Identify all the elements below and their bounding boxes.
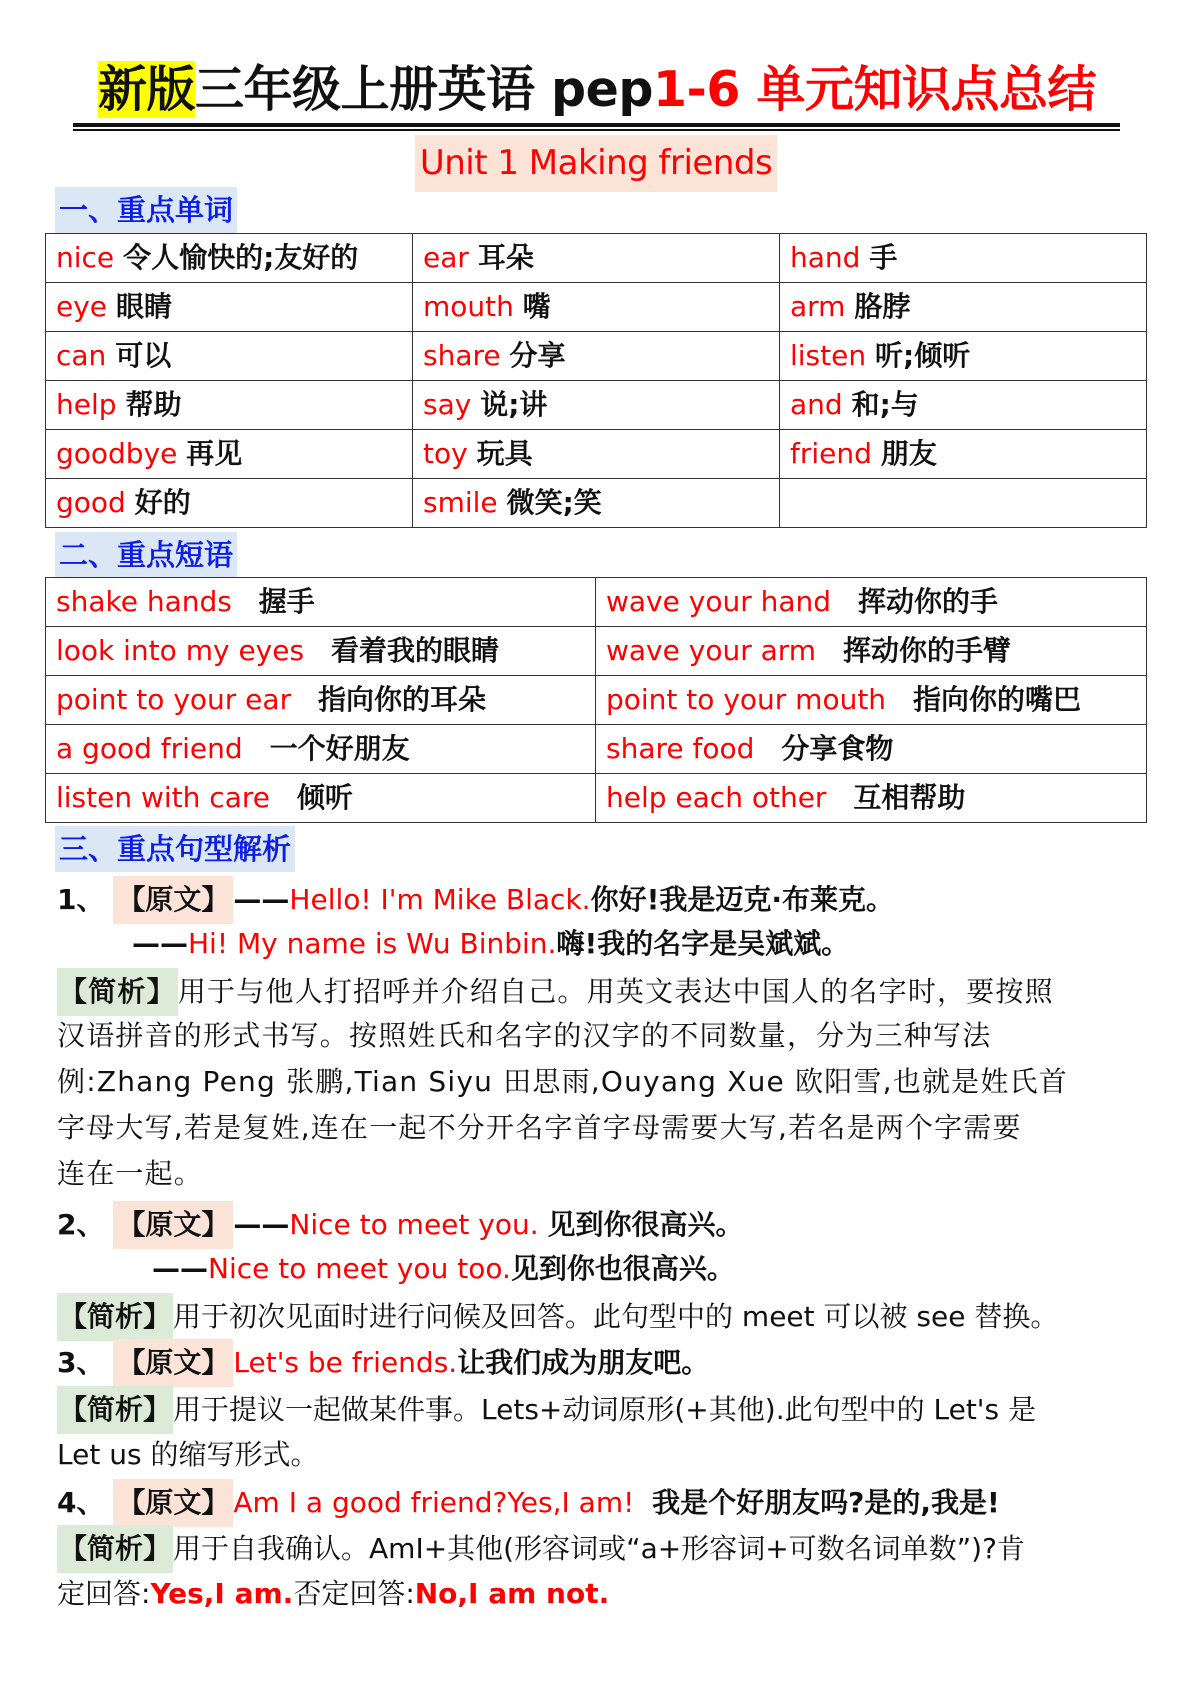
- table-cell: [46, 283, 413, 332]
- page-title: [72, 58, 1122, 122]
- table-cell: [46, 676, 596, 725]
- sentence-zh: 见到你很高兴。: [547, 1208, 744, 1241]
- english-term: listen: [790, 339, 867, 372]
- table-cell: [46, 234, 413, 283]
- table-cell: [596, 627, 1147, 676]
- table-cell: [596, 725, 1147, 774]
- phrases-table: [45, 577, 1147, 823]
- word-row: [46, 430, 1147, 479]
- sentence-1-analysis-line-4: 字母大写,若是复姓,连在一起不分开名字首字母需要大写,若名是两个字需要: [57, 1111, 1022, 1144]
- chinese-meaning: 和;与: [851, 388, 919, 421]
- english-term: wave your hand: [606, 585, 832, 618]
- analysis-tag: 【简析】: [57, 1525, 173, 1573]
- sentence-1-analysis-line-1: [57, 968, 1054, 1014]
- title-underline-thin: [73, 129, 1120, 131]
- sentence-1-analysis-line-5: 连在一起。: [57, 1157, 204, 1190]
- english-term: and: [790, 388, 843, 421]
- analysis-text: 定回答:: [57, 1577, 151, 1610]
- english-term: point to your mouth: [606, 683, 887, 716]
- section-heading-words: 一、重点单词: [55, 187, 237, 233]
- table-cell: [413, 479, 780, 528]
- analysis-text: 用于初次见面时进行问候及回答。此句型中的 meet 可以被 see 替换。: [173, 1300, 1059, 1333]
- phrase-row: [46, 774, 1147, 823]
- analysis-text: 用于自我确认。AmI+其他(形容词或“a+形容词+可数名词单数”)?肯: [173, 1532, 1025, 1565]
- english-term: mouth: [423, 290, 514, 323]
- chinese-meaning: 握手: [258, 585, 315, 618]
- table-cell: [46, 381, 413, 430]
- phrase-row: [46, 578, 1147, 627]
- sentence-2-reply: [152, 1247, 735, 1293]
- table-cell: [46, 479, 413, 528]
- sentence-3-analysis-line-2: Let us 的缩写形式。: [57, 1438, 319, 1471]
- dash: ——: [233, 883, 290, 916]
- chinese-meaning: 好的: [134, 486, 191, 519]
- english-term: eye: [56, 290, 108, 323]
- sentence-zh: 让我们成为朋友吧。: [457, 1346, 710, 1379]
- chinese-meaning: 挥动你的手臂: [842, 634, 1011, 667]
- sentence-en: Nice to meet you.: [289, 1208, 539, 1241]
- english-term: listen with care: [56, 781, 270, 814]
- english-term: nice: [56, 241, 115, 274]
- sentence-3-original: [57, 1339, 709, 1385]
- item-number: 3、: [57, 1346, 105, 1379]
- chinese-meaning: 耳朵: [477, 241, 534, 274]
- negative-answer: No,I am not.: [414, 1577, 610, 1610]
- table-cell: [780, 332, 1147, 381]
- english-term: look into my eyes: [56, 634, 305, 667]
- english-term: arm: [790, 290, 846, 323]
- word-row: [46, 332, 1147, 381]
- sentence-en: Nice to meet you too.: [208, 1252, 511, 1285]
- sentence-1-analysis-line-2: 汉语拼音的形式书写。按照姓氏和名字的汉字的不同数量，分为三种写法: [57, 1019, 992, 1052]
- chinese-meaning: 帮助: [125, 388, 182, 421]
- chinese-meaning: 倾听: [296, 781, 353, 814]
- analysis-text: 否定回答:: [293, 1577, 415, 1610]
- sentence-4-analysis-line-1: [57, 1525, 1025, 1571]
- chinese-meaning: 分享食物: [781, 732, 894, 765]
- sentence-1-analysis-line-3: 例:Zhang Peng 张鹏,Tian Siyu 田思雨,Ouyang Xue 欧阳雪,也就是姓氏首: [57, 1065, 1068, 1098]
- title-underline-thick: [73, 123, 1120, 127]
- chinese-meaning: 手: [869, 241, 898, 274]
- table-cell: [780, 234, 1147, 283]
- english-term: shake hands: [56, 585, 232, 618]
- sentence-2-original: [57, 1201, 744, 1247]
- chinese-meaning: 分享: [509, 339, 566, 372]
- table-cell: [780, 430, 1147, 479]
- sentence-2-analysis: [57, 1293, 1058, 1339]
- word-row: [46, 479, 1147, 528]
- chinese-meaning: 挥动你的手: [857, 585, 998, 618]
- table-cell: [46, 627, 596, 676]
- words-table: [45, 233, 1147, 528]
- table-cell: [413, 381, 780, 430]
- sentence-zh: 见到你也很高兴。: [510, 1252, 735, 1285]
- sentence-4-original: [57, 1479, 1000, 1525]
- title-range: 1-6 单元知识点总结: [652, 61, 1097, 118]
- word-row: [46, 283, 1147, 332]
- table-cell: [46, 430, 413, 479]
- title-main: 三年级上册英语 pep: [194, 61, 653, 118]
- table-cell: [46, 725, 596, 774]
- chinese-meaning: 听;倾听: [875, 339, 971, 372]
- english-term: good: [56, 486, 126, 519]
- sentence-4-analysis-line-2: [57, 1572, 609, 1618]
- chinese-meaning: 再见: [186, 437, 243, 470]
- english-term: help each other: [606, 781, 827, 814]
- english-term: ear: [423, 241, 469, 274]
- dash: ——: [132, 927, 188, 960]
- sentence-en: Let's be friends.: [233, 1346, 458, 1379]
- chinese-meaning: 朋友: [880, 437, 937, 470]
- original-tag: 【原文】: [113, 1339, 233, 1387]
- table-cell: [413, 430, 780, 479]
- english-term: hand: [790, 241, 861, 274]
- table-cell: [596, 774, 1147, 823]
- chinese-meaning: 眼睛: [115, 290, 172, 323]
- item-number: 4、: [57, 1486, 105, 1519]
- table-cell: [780, 283, 1147, 332]
- phrase-row: [46, 627, 1147, 676]
- unit-title: Unit 1 Making friends: [415, 135, 777, 192]
- item-number: 1、: [57, 883, 105, 916]
- positive-answer: Yes,I am.: [150, 1577, 294, 1610]
- original-tag: 【原文】: [113, 1201, 233, 1249]
- chinese-meaning: 指向你的耳朵: [317, 683, 486, 716]
- sentence-1-reply: [132, 922, 849, 968]
- english-term: toy: [423, 437, 468, 470]
- english-term: friend: [790, 437, 872, 470]
- sentence-zh: 我是个好朋友吗?是的,我是!: [652, 1486, 1000, 1519]
- english-term: say: [423, 388, 472, 421]
- word-row: [46, 381, 1147, 430]
- chinese-meaning: 胳脖: [854, 290, 911, 323]
- sentence-en: Am I a good friend?Yes,I am!: [233, 1486, 635, 1519]
- table-cell: [46, 332, 413, 381]
- sentence-3-analysis-line-1: [57, 1386, 1036, 1432]
- table-cell: [46, 774, 596, 823]
- table-cell: [413, 234, 780, 283]
- chinese-meaning: 看着我的眼睛: [330, 634, 499, 667]
- english-term: can: [56, 339, 107, 372]
- analysis-text: 用于提议一起做某件事。Lets+动词原形(+其他).此句型中的 Let's 是: [173, 1393, 1036, 1426]
- dash: ——: [152, 1252, 208, 1285]
- analysis-tag: 【简析】: [57, 1293, 173, 1341]
- sentence-zh: 嗨!我的名字是吴斌斌。: [556, 927, 850, 960]
- english-term: smile: [423, 486, 498, 519]
- english-term: goodbye: [56, 437, 178, 470]
- chinese-meaning: 令人愉快的;友好的: [123, 241, 359, 274]
- sentence-en: Hello! I'm Mike Black.: [289, 883, 591, 916]
- chinese-meaning: 可以: [115, 339, 172, 372]
- english-term: help: [56, 388, 117, 421]
- analysis-text: 用于与他人打招呼并介绍自己。用英文表达中国人的名字时，要按照: [177, 975, 1054, 1008]
- item-number: 2、: [57, 1208, 105, 1241]
- table-cell: [413, 283, 780, 332]
- section-heading-phrases: 二、重点短语: [55, 532, 237, 578]
- english-term: point to your ear: [56, 683, 292, 716]
- chinese-meaning: 玩具: [476, 437, 533, 470]
- dash: ——: [233, 1208, 290, 1241]
- original-tag: 【原文】: [113, 1479, 233, 1527]
- phrase-row: [46, 676, 1147, 725]
- table-cell: [413, 332, 780, 381]
- chinese-meaning: 说;讲: [480, 388, 548, 421]
- table-cell: [596, 578, 1147, 627]
- table-cell: [780, 381, 1147, 430]
- table-cell: [780, 479, 1147, 528]
- title-highlight: 新版: [97, 61, 195, 118]
- chinese-meaning: 互相帮助: [853, 781, 966, 814]
- chinese-meaning: 一个好朋友: [269, 732, 410, 765]
- chinese-meaning: 微笑;笑: [506, 486, 602, 519]
- english-term: share food: [606, 732, 755, 765]
- sentence-zh: 你好!我是迈克·布莱克。: [590, 883, 894, 916]
- phrase-row: [46, 725, 1147, 774]
- sentence-1-original: [57, 876, 894, 922]
- original-tag: 【原文】: [113, 876, 233, 924]
- table-cell: [46, 578, 596, 627]
- section-heading-sentences: 三、重点句型解析: [55, 826, 295, 872]
- analysis-tag: 【简析】: [57, 1386, 173, 1434]
- chinese-meaning: 嘴: [522, 290, 551, 323]
- table-cell: [596, 676, 1147, 725]
- word-row: [46, 234, 1147, 283]
- english-term: a good friend: [56, 732, 243, 765]
- english-term: share: [423, 339, 501, 372]
- english-term: wave your arm: [606, 634, 817, 667]
- sentence-en: Hi! My name is Wu Binbin.: [188, 927, 557, 960]
- analysis-tag: 【简析】: [57, 968, 178, 1016]
- chinese-meaning: 指向你的嘴巴: [912, 683, 1081, 716]
